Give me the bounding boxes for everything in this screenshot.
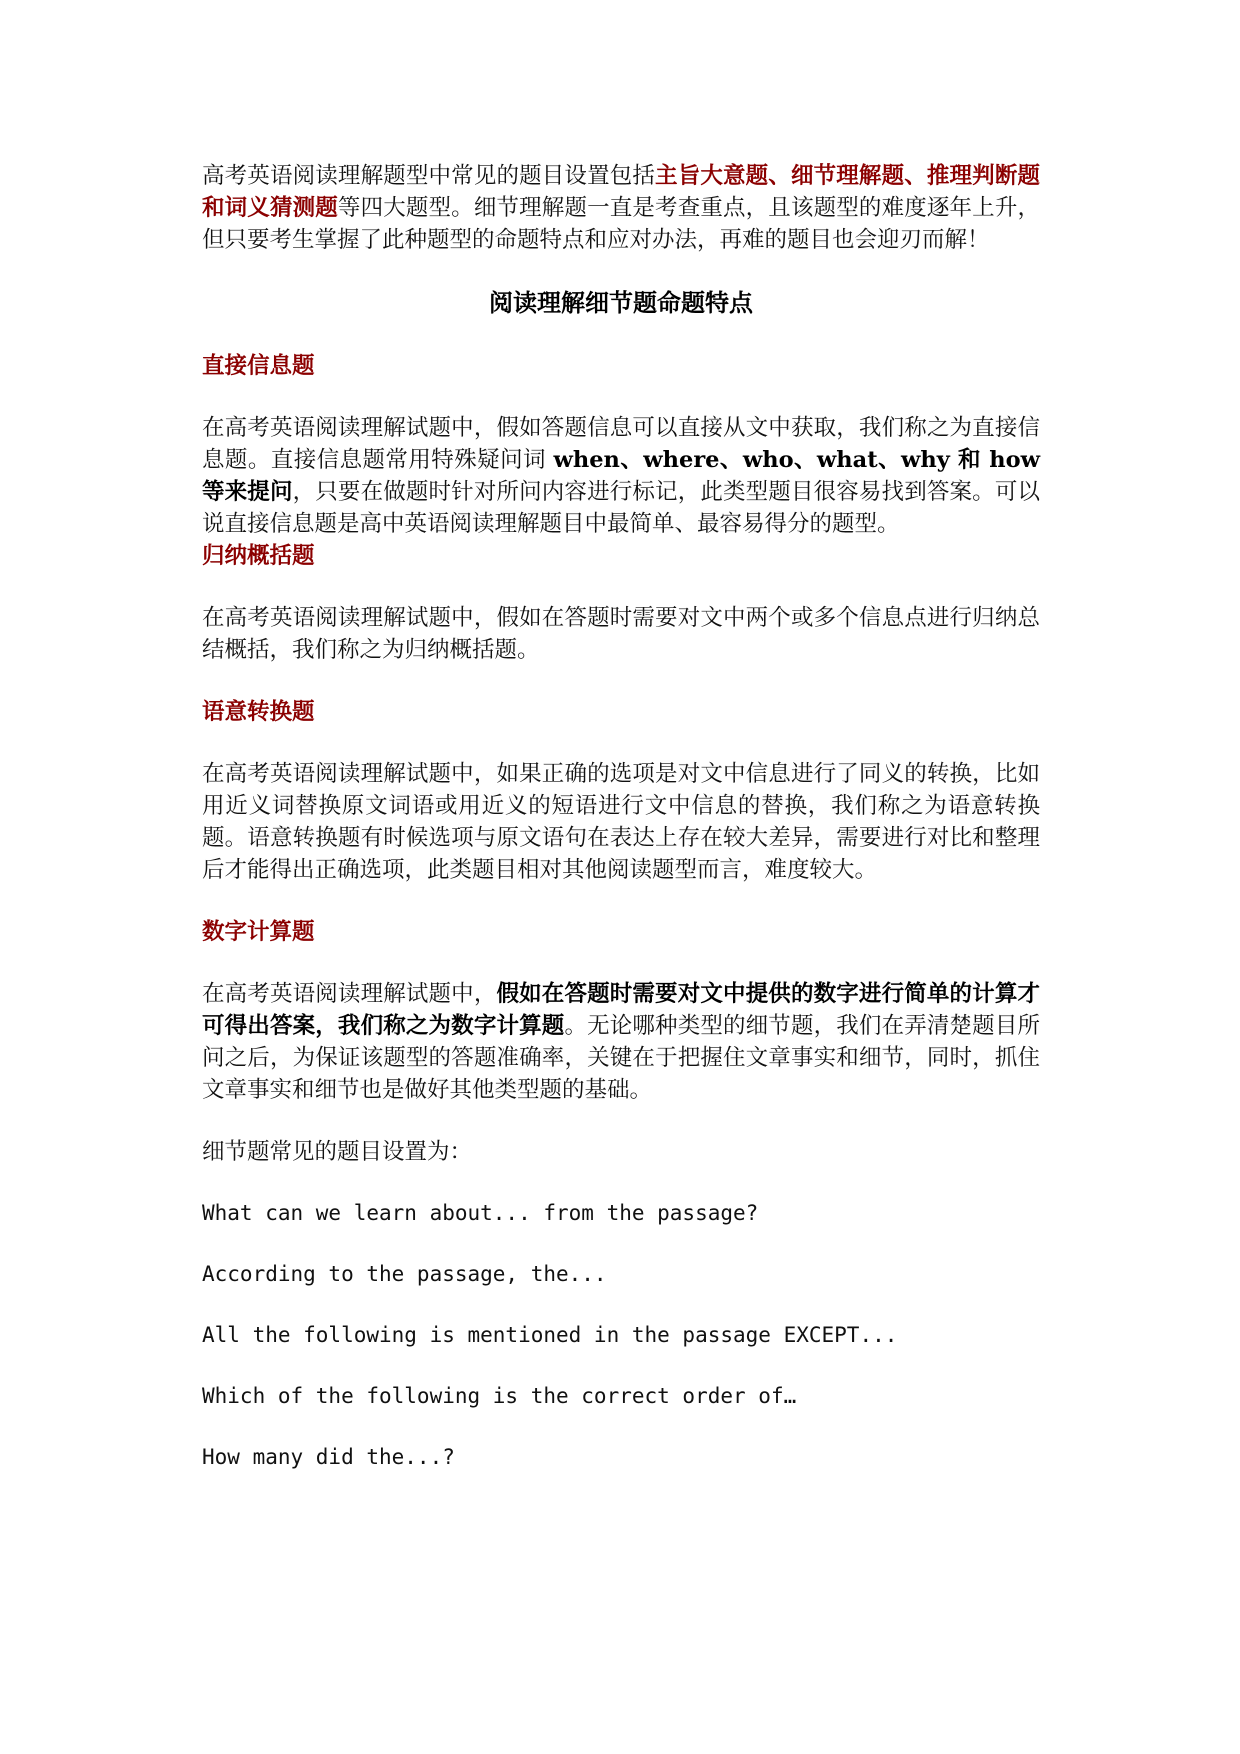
intro-text-part2: 等四大题型。细节理解题一直是考查重点，且该题型的难度逐年上升，但只要考生掌握了此种题型的命题特点和应对办法，再难的题目也会迎刃而解！ — [202, 195, 1040, 253]
question-item: All the following is mentioned in the passage EXCEPT... — [202, 1323, 898, 1347]
paragraph-summary: 在高考英语阅读理解试题中，假如在答题时需要对文中两个或多个信息点进行归纳总结概括，我们称之为归纳概括题。 — [202, 605, 1040, 663]
intro-text-part1: 高考英语阅读理解题型中常见的题目设置包括 — [202, 163, 656, 189]
question-item: According to the passage, the... — [202, 1262, 607, 1286]
paragraph-calculation — [202, 978, 1040, 1106]
question-item: How many did the...? — [202, 1445, 455, 1469]
intro-paragraph — [202, 160, 1040, 256]
paragraph-direct-info — [202, 412, 1040, 540]
document-content — [202, 160, 1040, 1473]
heading-direct-info: 直接信息题 — [202, 353, 315, 379]
calculation-part1: 在高考英语阅读理解试题中， — [202, 981, 497, 1007]
paragraph-paraphrase: 在高考英语阅读理解试题中，如果正确的选项是对文中信息进行了同义的转换，比如用近义词替换原文词语或用近义的短语进行文中信息的替换，我们称之为语意转换题。语意转换题有时候选项与原文语句在表达上存在较大差异，需要进行对比和整理后才能得出正确选项，此类题目相对其他阅读题型而言，难度较大。 — [202, 761, 1040, 883]
direct-info-bold: when、where、who、what、why 和 how 等来提问 — [202, 447, 1040, 505]
intro-highlight: 主旨大意题、细节理解题、推理判断题和词义猜测题 — [202, 163, 1040, 221]
heading-summary: 归纳概括题 — [202, 543, 315, 569]
question-item: Which of the following is the correct order of… — [202, 1384, 797, 1408]
heading-calculation: 数字计算题 — [202, 919, 315, 945]
section-title: 阅读理解细节题命题特点 — [489, 288, 753, 317]
calculation-bold: 假如在答题时需要对文中提供的数字进行简单的计算才可得出答案，我们称之为数字计算题 — [202, 981, 1040, 1039]
heading-paraphrase: 语意转换题 — [202, 699, 315, 725]
direct-info-part2: ，只要在做题时针对所问内容进行标记，此类型题目很容易找到答案。可以说直接信息题是高中英语阅读理解题目中最简单、最容易得分的题型。 — [202, 479, 1040, 537]
question-item: What can we learn about... from the passage? — [202, 1201, 759, 1225]
direct-info-part1: 在高考英语阅读理解试题中，假如答题信息可以直接从文中获取，我们称之为直接信息题。直接信息题常用特殊疑问词 — [202, 415, 1040, 473]
question-intro: 细节题常见的题目设置为： — [202, 1139, 473, 1165]
calculation-part2: 。无论哪种类型的细节题，我们在弄清楚题目所问之后，为保证该题型的答题准确率，关键在于把握住文章事实和细节，同时，抓住文章事实和细节也是做好其他类型题的基础。 — [202, 1013, 1040, 1103]
